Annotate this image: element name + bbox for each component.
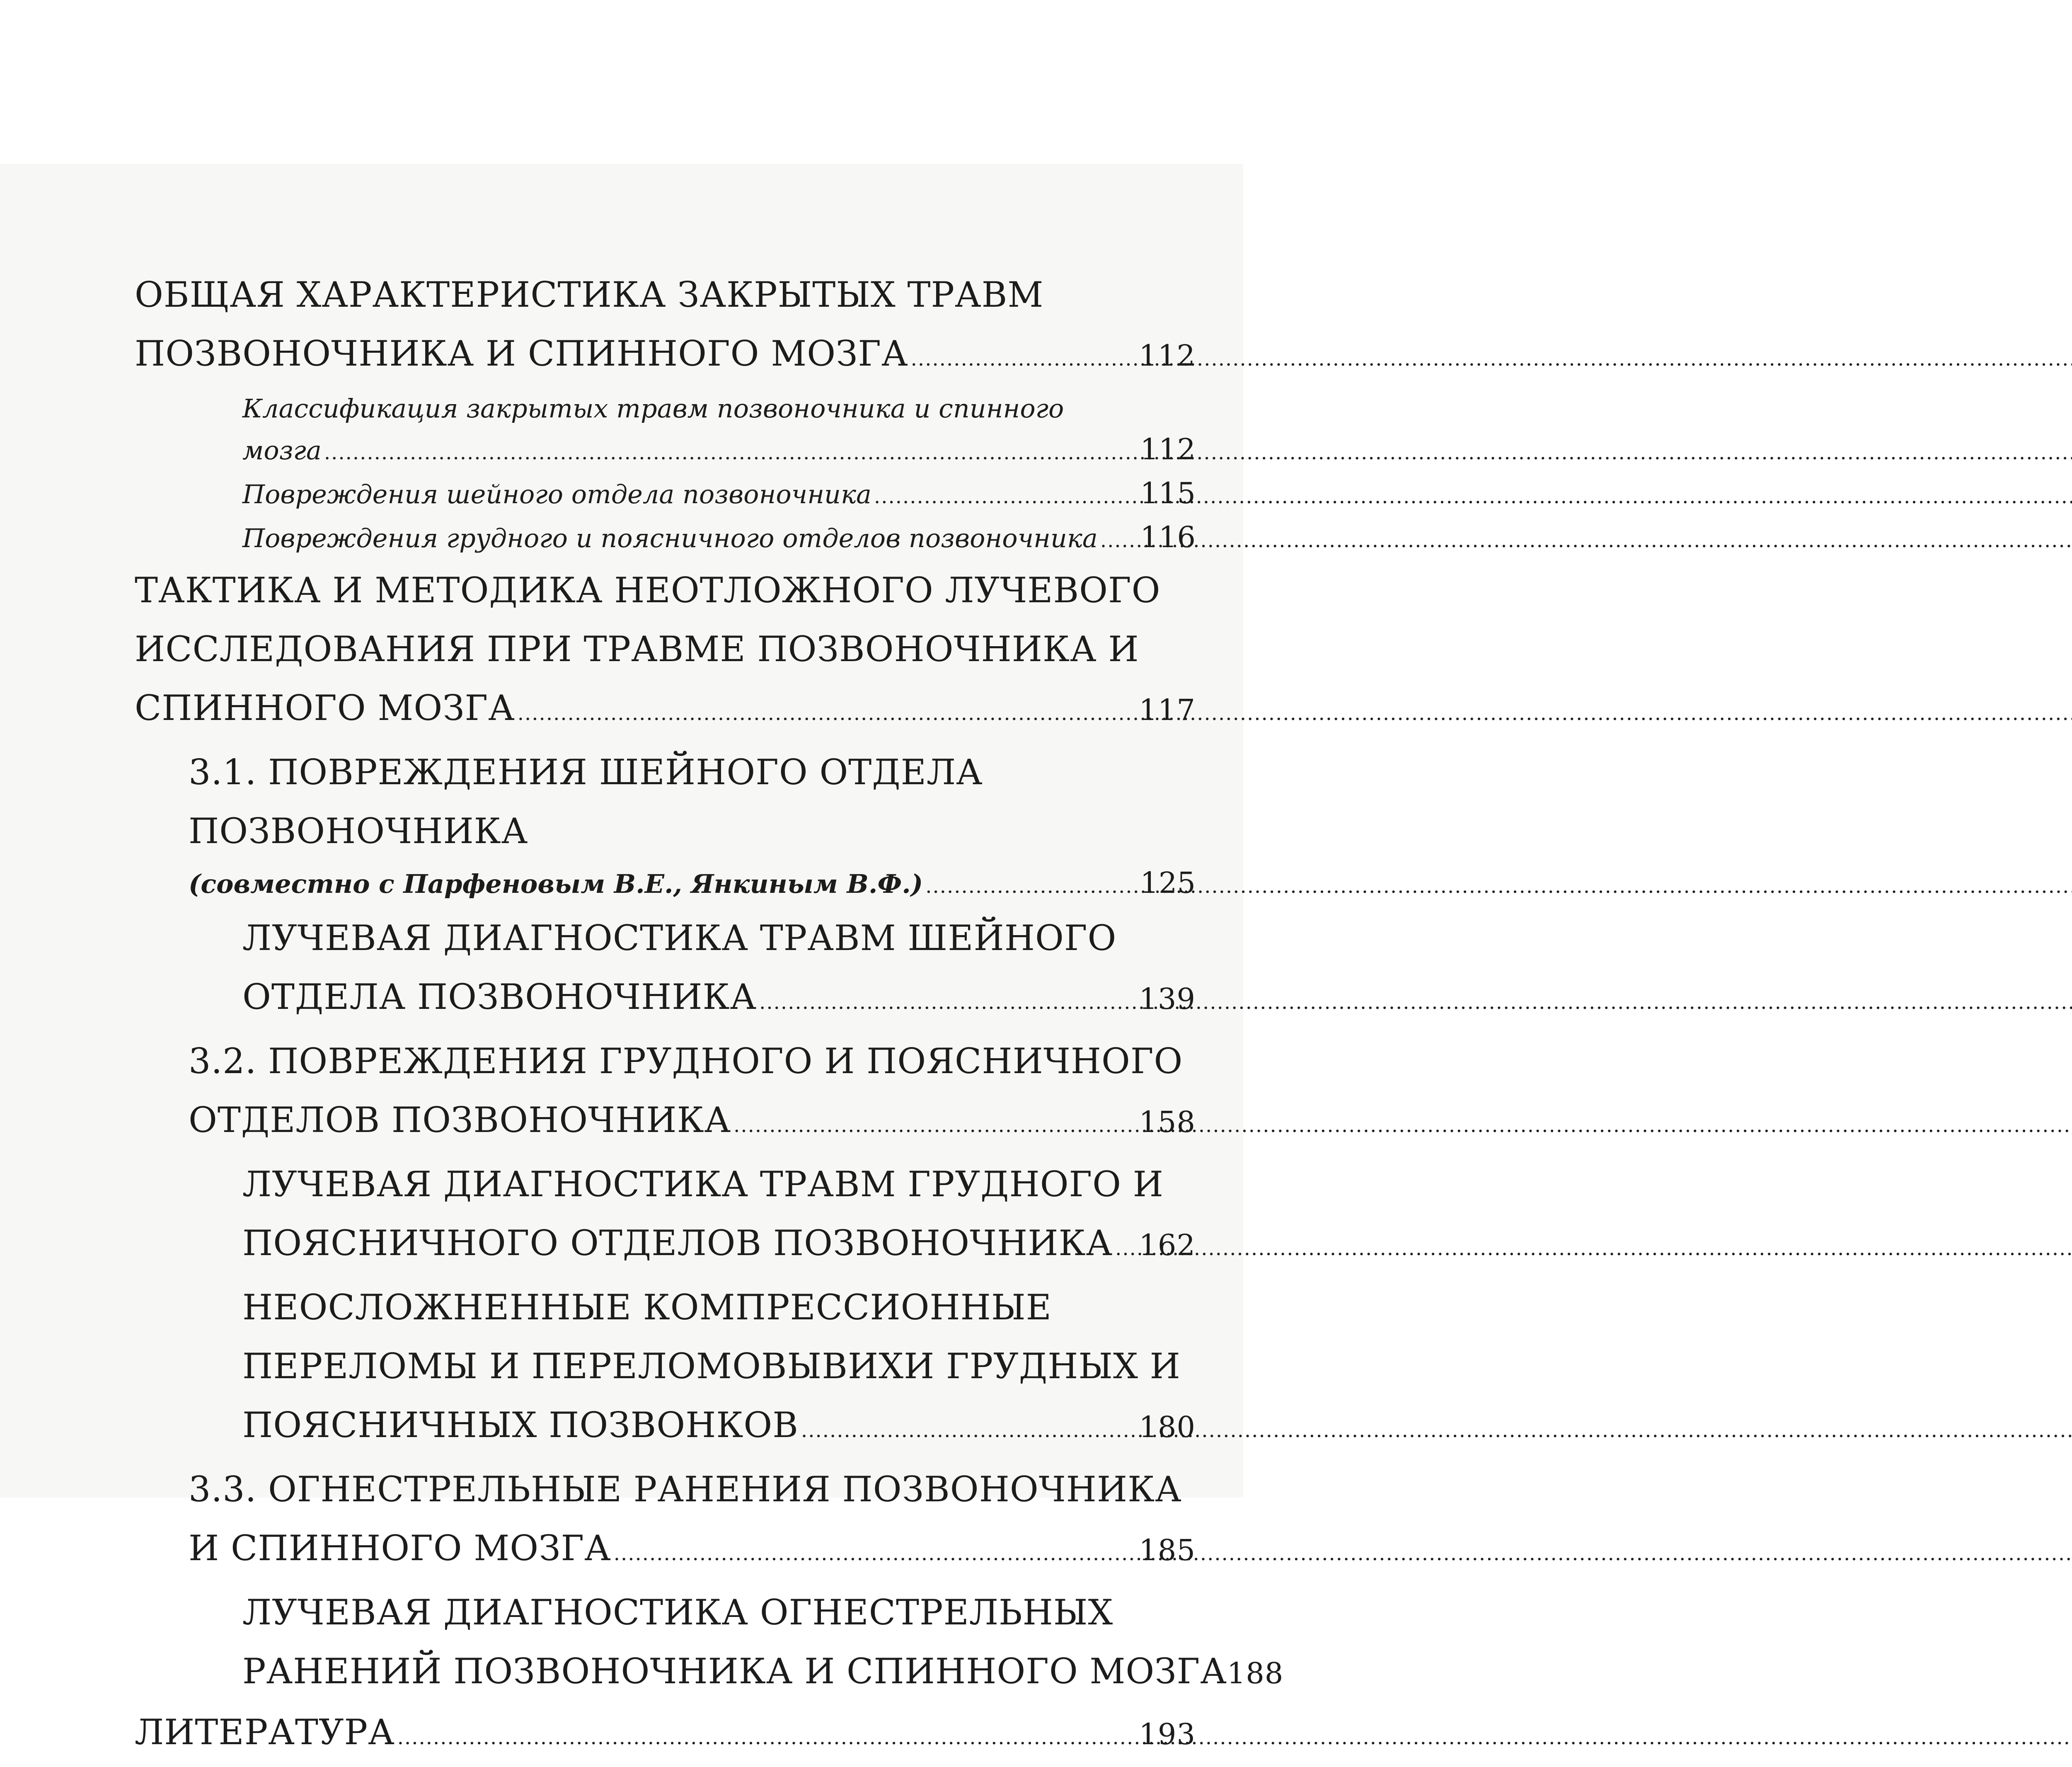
toc-entry-section-3-1[interactable]	[189, 743, 1196, 909]
leader-dots	[801, 1401, 1136, 1460]
toc-entry-text: 3.3. ОГНЕСТРЕЛЬНЫЕ РАНЕНИЯ ПОЗВОНОЧНИКА	[189, 1469, 1182, 1510]
page-number: 180	[1139, 1410, 1196, 1444]
leader-dots	[759, 973, 1136, 1032]
page-number: 117	[1139, 693, 1196, 727]
toc-entry-text: Повреждения грудного и поясничного отделов позвоночника	[242, 523, 1098, 553]
toc-entry-thoracolumbar-injuries[interactable]	[242, 517, 1196, 561]
leader-dots	[614, 1524, 1137, 1583]
page-number: 112	[1139, 339, 1196, 373]
leader-dots	[518, 684, 1137, 743]
table-of-contents	[135, 265, 1284, 1767]
toc-entry-thoracolumbar-diagnostics[interactable]	[242, 1155, 1196, 1278]
page-number: 112	[1140, 432, 1196, 466]
toc-entry-text: ЛИТЕРАТУРА	[135, 1712, 395, 1752]
toc-entry-text: ОТДЕЛА ПОЗВОНОЧНИКА	[242, 977, 757, 1017]
toc-entry-text: 3.2. ПОВРЕЖДЕНИЯ ГРУДНОГО И ПОЯСНИЧНОГО	[189, 1041, 1183, 1081]
toc-entry-compression-fractures[interactable]	[242, 1278, 1196, 1460]
toc-entry-text: СПИННОГО МОЗГА	[135, 688, 515, 728]
toc-entry-text: ЛУЧЕВАЯ ДИАГНОСТИКА ТРАВМ ГРУДНОГО И	[242, 1164, 1164, 1205]
page-number: 158	[1139, 1105, 1196, 1139]
page-number: 188	[1227, 1656, 1284, 1690]
toc-entry-cervical-injuries[interactable]	[242, 473, 1196, 517]
page-number: 162	[1139, 1228, 1196, 1262]
leader-dots	[911, 330, 1137, 388]
toc-entry-text: ПОЯСНИЧНОГО ОТДЕЛОВ ПОЗВОНОЧНИКА	[242, 1223, 1113, 1263]
leader-dots	[874, 476, 1138, 517]
toc-entry-cervical-diagnostics[interactable]	[242, 909, 1196, 1032]
page-number: 139	[1139, 982, 1196, 1016]
toc-entry-text: ПОЗВОНОЧНИКА	[189, 811, 528, 851]
page-number: 115	[1140, 476, 1196, 510]
toc-entry-general-characteristics[interactable]	[135, 265, 1196, 388]
toc-entry-text: ИССЛЕДОВАНИЯ ПРИ ТРАВМЕ ПОЗВОНОЧНИКА И	[135, 629, 1139, 669]
toc-entry-text: ЛУЧЕВАЯ ДИАГНОСТИКА ТРАВМ ШЕЙНОГО	[242, 918, 1117, 958]
toc-entry-text: ОТДЕЛОВ ПОЗВОНОЧНИКА	[189, 1100, 731, 1140]
toc-entry-text: ЛУЧЕВАЯ ДИАГНОСТИКА ОГНЕСТРЕЛЬНЫХ	[242, 1592, 1113, 1633]
toc-entry-text: И СПИННОГО МОЗГА	[189, 1528, 611, 1568]
toc-entry-text: НЕОСЛОЖНЕННЫЕ КОМПРЕССИОННЫЕ	[242, 1287, 1052, 1328]
toc-entry-text: ОБЩАЯ ХАРАКТЕРИСТИКА ЗАКРЫТЫХ ТРАВМ	[135, 274, 1044, 315]
toc-entry-text: 3.1. ПОВРЕЖДЕНИЯ ШЕЙНОГО ОТДЕЛА	[189, 752, 983, 793]
toc-entry-gunshot-diagnostics[interactable]	[242, 1583, 1284, 1703]
toc-entry-text: Повреждения шейного отдела позвоночника	[242, 479, 871, 509]
leader-dots	[1115, 1219, 1136, 1278]
leader-dots	[397, 1708, 1137, 1767]
toc-entry-text: ПОЯСНИЧНЫХ ПОЗВОНКОВ	[242, 1405, 799, 1445]
page-number: 125	[1140, 866, 1196, 900]
toc-entry-section-3-2[interactable]	[189, 1032, 1196, 1155]
page-number: 193	[1139, 1717, 1196, 1751]
toc-entry-literature[interactable]	[135, 1703, 1196, 1767]
toc-entry-text: РАНЕНИЙ ПОЗВОНОЧНИКА И СПИННОГО МОЗГА	[242, 1651, 1227, 1692]
leader-dots	[733, 1096, 1136, 1155]
toc-entry-text: ТАКТИКА И МЕТОДИКА НЕОТЛОЖНОГО ЛУЧЕВОГО	[135, 570, 1161, 611]
toc-entry-classification[interactable]	[242, 388, 1196, 473]
page-number: 116	[1140, 520, 1196, 554]
leader-dots	[925, 864, 1138, 909]
leader-dots	[1100, 520, 1138, 561]
toc-entry-text: Классификация закрытых травм позвоночника и спинного	[242, 393, 1064, 424]
toc-entry-text: ПОЗВОНОЧНИКА И СПИННОГО МОЗГА	[135, 333, 908, 374]
page-number: 185	[1139, 1533, 1196, 1567]
toc-entry-text: ПЕРЕЛОМЫ И ПЕРЕЛОМОВЫВИХИ ГРУДНЫХ И	[242, 1346, 1181, 1386]
toc-entry-tactics[interactable]	[135, 561, 1196, 743]
toc-entry-section-3-3[interactable]	[189, 1460, 1196, 1583]
leader-dots	[324, 432, 1138, 473]
toc-entry-text: мозга	[242, 435, 322, 465]
toc-entry-coauthors: (совместно с Парфеновым В.Е., Янкиным В.Ф.)	[189, 869, 923, 899]
